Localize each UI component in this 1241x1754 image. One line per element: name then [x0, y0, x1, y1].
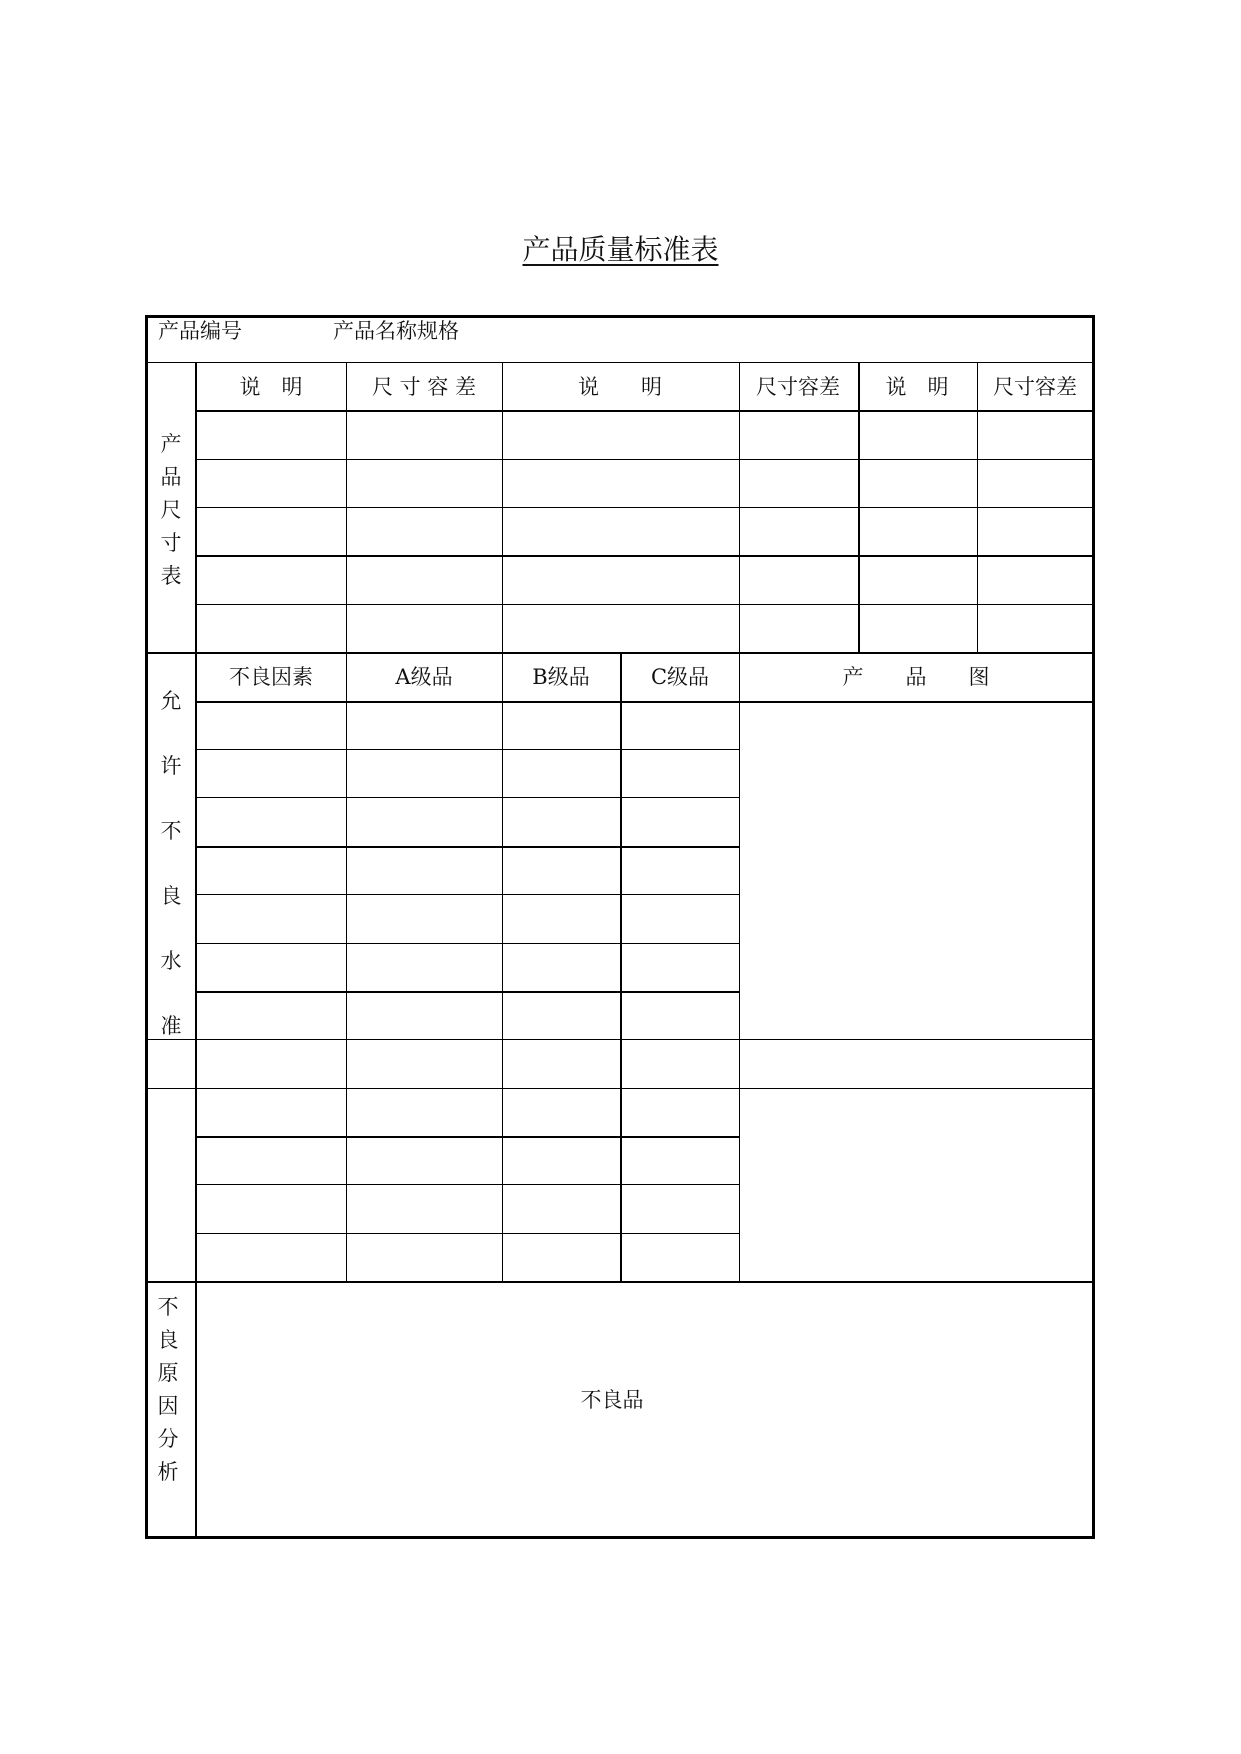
- row-line: [196, 991, 740, 993]
- side-char: 良: [157, 1328, 179, 1352]
- row-line: [196, 894, 740, 895]
- row-line: [196, 410, 1093, 412]
- row-line: [196, 797, 740, 798]
- row-line: [196, 555, 1093, 557]
- column-header: 说 明: [578, 375, 662, 399]
- section-line: [147, 1281, 1093, 1283]
- side-char: 准: [160, 1014, 182, 1038]
- col-line: [502, 363, 503, 1281]
- side-char: 许: [160, 754, 182, 778]
- side-char: 不: [157, 1295, 179, 1319]
- column-header: 尺寸容差: [993, 375, 1077, 399]
- product-no-label: 产品编号: [158, 319, 242, 343]
- side-char: 原: [157, 1361, 179, 1385]
- side-char: 尺: [160, 498, 182, 522]
- defect-section-label: [161, 669, 182, 1059]
- side-char: 寸: [160, 531, 182, 555]
- side-char: 产: [160, 432, 182, 456]
- row-line: [196, 459, 1093, 460]
- row-line: [147, 362, 1093, 363]
- column-header: 尺寸容差: [756, 375, 840, 399]
- column-header: A级品: [395, 665, 453, 689]
- row-line: [196, 749, 740, 750]
- row-line: [196, 507, 1093, 508]
- analysis-section-label: [158, 1291, 179, 1489]
- row-line: [196, 701, 1093, 703]
- col-line: [977, 363, 978, 653]
- column-header: 尺 寸 容 差: [371, 375, 477, 399]
- size-section-label: [161, 428, 182, 593]
- side-char: 允: [160, 689, 182, 713]
- row-line: [196, 943, 740, 944]
- defective-product-label: 不良品: [580, 1388, 644, 1412]
- column-header: 说 明: [239, 375, 303, 399]
- row-line: [196, 846, 740, 848]
- column-header: 不良因素: [229, 665, 313, 689]
- col-line: [195, 363, 197, 1536]
- col-line: [739, 363, 740, 1281]
- col-line: [346, 363, 347, 1281]
- column-header: 说 明: [885, 375, 949, 399]
- column-header: B级品: [532, 665, 590, 689]
- product-name-label: 产品名称规格: [333, 319, 459, 343]
- side-char: 不: [160, 819, 182, 843]
- product-image-label: 产 品 图: [842, 665, 990, 689]
- row-line: [196, 604, 1093, 605]
- row-line: [196, 1233, 740, 1234]
- column-header: C级品: [650, 665, 710, 689]
- row-line: [196, 1136, 740, 1138]
- side-char: 表: [160, 564, 182, 588]
- row-line: [196, 1184, 740, 1185]
- side-char: 水: [160, 949, 182, 973]
- side-char: 析: [157, 1460, 179, 1484]
- side-char: 品: [160, 465, 182, 489]
- side-char: 分: [157, 1427, 179, 1451]
- side-char: 良: [160, 884, 182, 908]
- page-title: 产品质量标准表: [522, 233, 719, 266]
- col-line: [858, 363, 860, 653]
- side-char: 因: [157, 1394, 179, 1418]
- col-line: [620, 653, 622, 1281]
